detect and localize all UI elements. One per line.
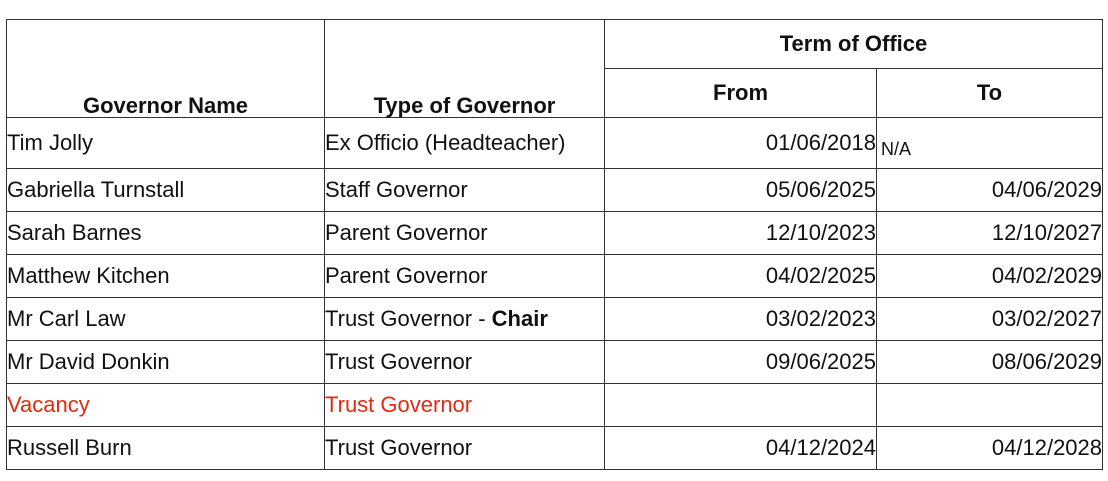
governors-table — [6, 19, 1103, 470]
governor-type-cell — [325, 298, 605, 341]
term-to-cell: N/A — [877, 118, 1103, 169]
table-row — [7, 255, 1103, 298]
term-to-cell — [877, 384, 1103, 427]
header-governor-name: Governor Name — [7, 20, 325, 118]
term-from-cell: 01/06/2018 — [605, 118, 877, 169]
table-row — [7, 212, 1103, 255]
table-row — [7, 298, 1103, 341]
header-term-of-office: Term of Office — [605, 20, 1103, 69]
term-from-cell — [605, 384, 877, 427]
term-to-cell: 04/12/2028 — [877, 427, 1103, 470]
term-from-cell: 05/06/2025 — [605, 169, 877, 212]
table-row — [7, 341, 1103, 384]
governor-name-cell: Gabriella Turnstall — [7, 169, 325, 212]
header-type-of-governor: Type of Governor — [325, 20, 605, 118]
governor-name-cell: Tim Jolly — [7, 118, 325, 169]
governor-name-cell: Mr Carl Law — [7, 298, 325, 341]
governor-name-cell: Vacancy — [7, 384, 325, 427]
term-to-cell: 04/02/2029 — [877, 255, 1103, 298]
header-to: To — [877, 69, 1103, 118]
governor-type-cell: Parent Governor — [325, 212, 605, 255]
term-to-cell: 03/02/2027 — [877, 298, 1103, 341]
term-to-cell: 08/06/2029 — [877, 341, 1103, 384]
term-from-cell: 03/02/2023 — [605, 298, 877, 341]
governor-name-cell: Russell Burn — [7, 427, 325, 470]
governor-type-cell: Trust Governor — [325, 427, 605, 470]
governor-type-cell: Parent Governor — [325, 255, 605, 298]
term-from-cell: 12/10/2023 — [605, 212, 877, 255]
governor-type-cell: Trust Governor — [325, 341, 605, 384]
header-from: From — [605, 69, 877, 118]
governor-type-cell: Ex Officio (Headteacher) — [325, 118, 605, 169]
governor-type-cell: Staff Governor — [325, 169, 605, 212]
term-from-cell: 04/02/2025 — [605, 255, 877, 298]
table-row-vacancy — [7, 384, 1103, 427]
governor-type-cell: Trust Governor — [325, 384, 605, 427]
governor-name-cell: Matthew Kitchen — [7, 255, 325, 298]
governor-name-cell: Mr David Donkin — [7, 341, 325, 384]
chair-label: Chair — [491, 306, 548, 331]
governor-name-cell: Sarah Barnes — [7, 212, 325, 255]
table-row — [7, 169, 1103, 212]
term-to-cell: 12/10/2027 — [877, 212, 1103, 255]
term-from-cell: 09/06/2025 — [605, 341, 877, 384]
table-row — [7, 118, 1103, 169]
table-row — [7, 427, 1103, 470]
term-from-cell: 04/12/2024 — [605, 427, 877, 470]
governor-type-text: Trust Governor - — [325, 306, 492, 331]
term-to-cell: 04/06/2029 — [877, 169, 1103, 212]
